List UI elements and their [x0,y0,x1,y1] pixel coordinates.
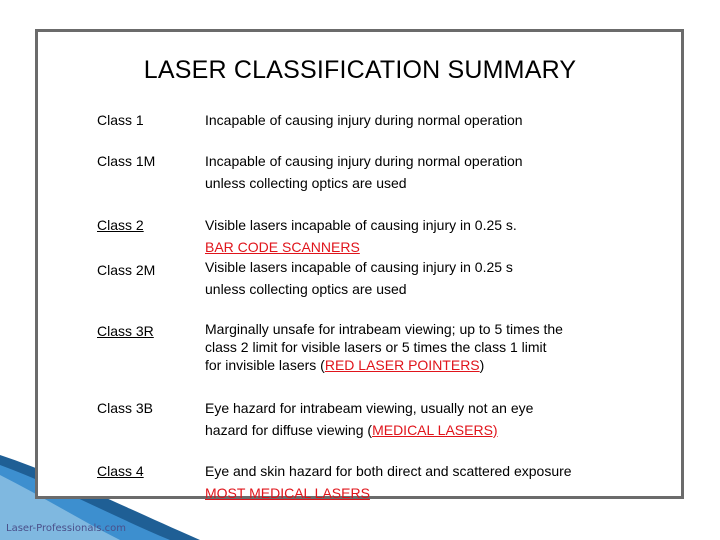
description-line: Visible lasers incapable of causing injury in 0.25 s [205,259,513,275]
class-label: Class 2 [97,217,144,233]
example-highlight: BAR CODE SCANNERS [205,239,360,255]
example-highlight: MEDICAL LASERS) [372,422,498,438]
page-title: LASER CLASSIFICATION SUMMARY [143,56,577,84]
description-line: unless collecting optics are used [205,281,407,297]
class-description [205,320,655,374]
class-label: Class 2M [97,262,156,278]
example-highlight: RED LASER POINTERS [324,357,480,373]
class-description [205,150,655,194]
description-line: Incapable of causing injury during normal operation [205,112,523,128]
class-label: Class 1M [97,153,156,169]
example-highlight: MOST MEDICAL LASERS [205,485,370,501]
description-line: for invisible lasers (RED LASER POINTERS) [205,357,485,373]
description-line: class 2 limit for visible lasers or 5 times the class 1 limit [205,339,547,355]
description-line: Eye and skin hazard for both direct and scattered exposure [205,463,572,479]
class-label: Class 3R [97,323,154,339]
class-description [205,397,655,441]
footer-source: Laser-Professionals.com [6,523,126,534]
class-description [205,460,655,504]
description-line: Eye hazard for intrabeam viewing, usually not an eye [205,400,534,416]
class-description [205,109,655,131]
description-line: Marginally unsafe for intrabeam viewing; up to 5 times the [205,321,563,337]
description-line: Visible lasers incapable of causing injury in 0.25 s. [205,217,517,233]
description-line: unless collecting optics are used [205,175,407,191]
class-description [205,214,655,258]
class-label: Class 4 [97,463,144,479]
class-label: Class 3B [97,400,154,416]
description-line: Incapable of causing injury during normal operation [205,153,523,169]
description-line: hazard for diffuse viewing (MEDICAL LASERS) [205,422,498,438]
class-label: Class 1 [97,112,144,128]
class-description [205,256,655,300]
